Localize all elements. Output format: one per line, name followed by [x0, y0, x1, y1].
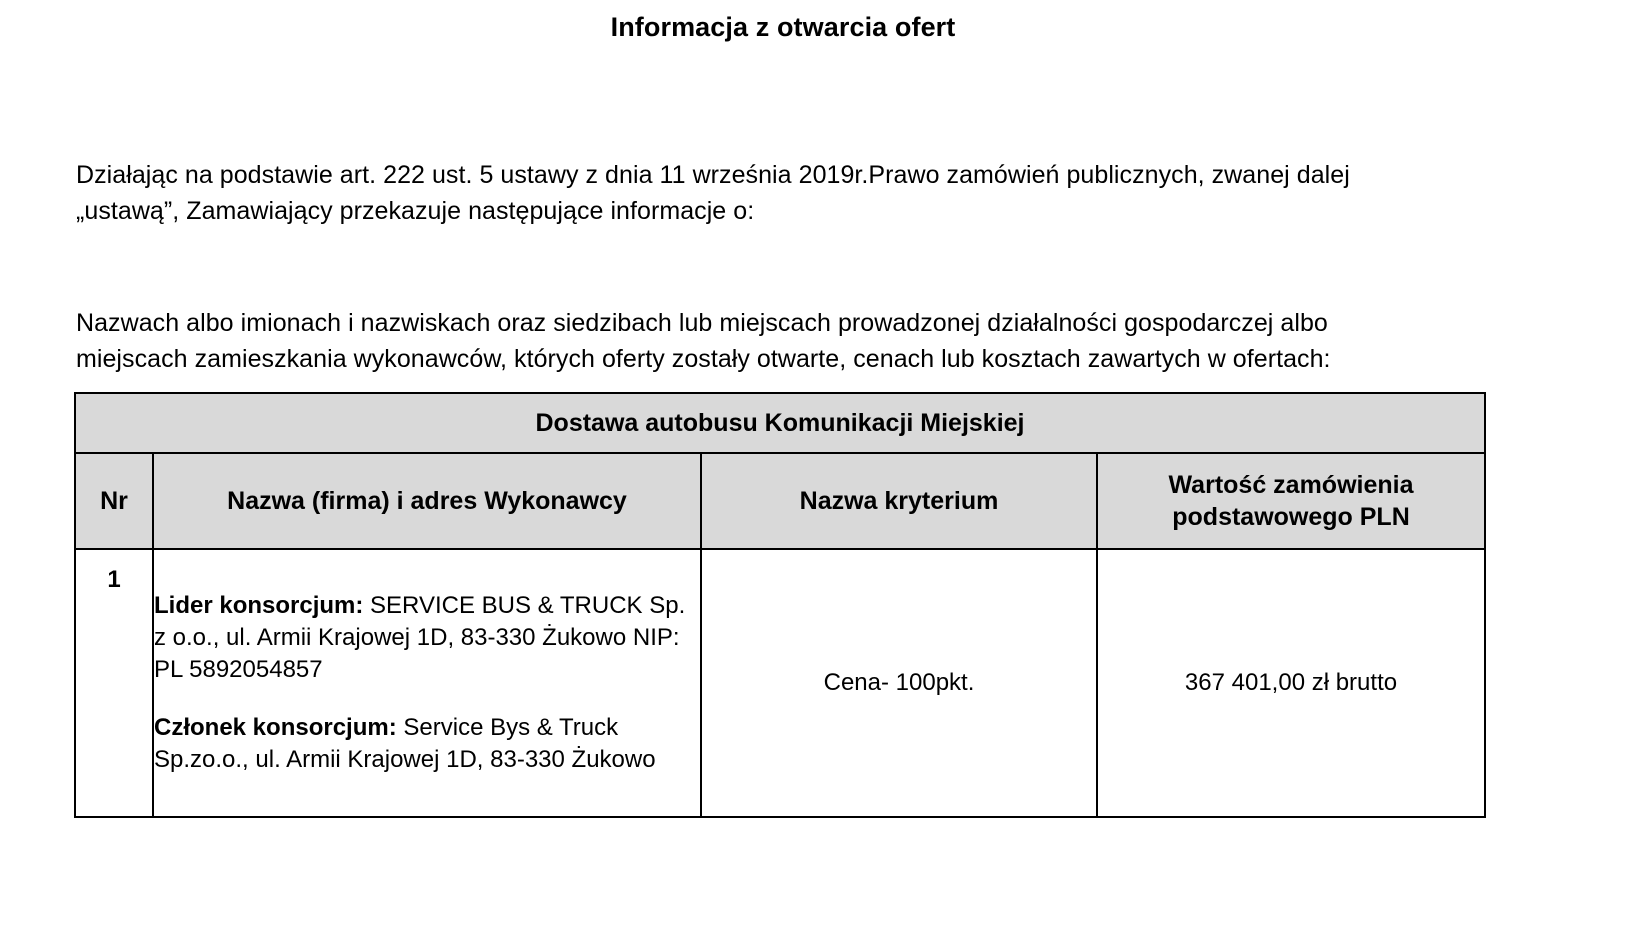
- table-banner-title: Dostawa autobusu Komunikacji Miejskiej: [75, 393, 1485, 453]
- paragraph-disclosure-scope: [76, 306, 1488, 377]
- paragraph-line: miejscach zamieszkania wykonawców, których oferty zostały otwarte, cenach lub kosztach zawartych w ofertach:: [76, 344, 1331, 373]
- cell-order-value: 367 401,00 zł brutto: [1097, 549, 1485, 817]
- column-header-name: Nazwa (firma) i adres Wykonawcy: [153, 453, 701, 549]
- table-header-row: [75, 453, 1485, 549]
- consortium-member-block: [154, 712, 700, 776]
- consortium-leader-block: [154, 590, 700, 686]
- consortium-leader-details: SERVICE BUS & TRUCK Sp. z o.o., ul. Armii Krajowej 1D, 83-330 Żukowo NIP: PL 5892054857: [154, 592, 686, 684]
- paragraph-legal-basis: [76, 158, 1488, 229]
- cell-contractor-name-address: [153, 549, 701, 817]
- paragraph-line: Nazwach albo imionach i nazwiskach oraz siedzibach lub miejscach prowadzonej działalności gospodarczej albo: [76, 309, 1328, 337]
- column-header-value-line1: Wartość zamówienia: [1168, 470, 1414, 499]
- consortium-member-details: Service Bys & Truck Sp.zo.o., ul. Armii Krajowej 1D, 83-330 Żukowo: [154, 713, 656, 773]
- paragraph-line: Działając na podstawie art. 222 ust. 5 ustawy z dnia 11 września 2019r.Prawo zamówień publicznych, zwanej dalej: [76, 161, 1350, 189]
- consortium-member-label: Członek konsorcjum:: [154, 713, 397, 741]
- column-header-value: [1097, 453, 1485, 549]
- offers-table: [74, 392, 1486, 818]
- paragraph-line: „ustawą”, Zamawiający przekazuje następujące informacje o:: [76, 196, 755, 225]
- cell-criterion: Cena- 100pkt.: [701, 549, 1097, 817]
- cell-row-number: 1: [75, 549, 153, 817]
- consortium-leader-label: Lider konsorcjum:: [154, 592, 364, 620]
- table-banner-row: [75, 393, 1485, 453]
- column-header-value-line2: podstawowego PLN: [1172, 503, 1410, 531]
- column-header-criterion: Nazwa kryterium: [701, 453, 1097, 549]
- page-title: Informacja z otwarcia ofert: [610, 12, 956, 42]
- table-row: [75, 549, 1485, 817]
- column-header-nr: Nr: [75, 453, 153, 549]
